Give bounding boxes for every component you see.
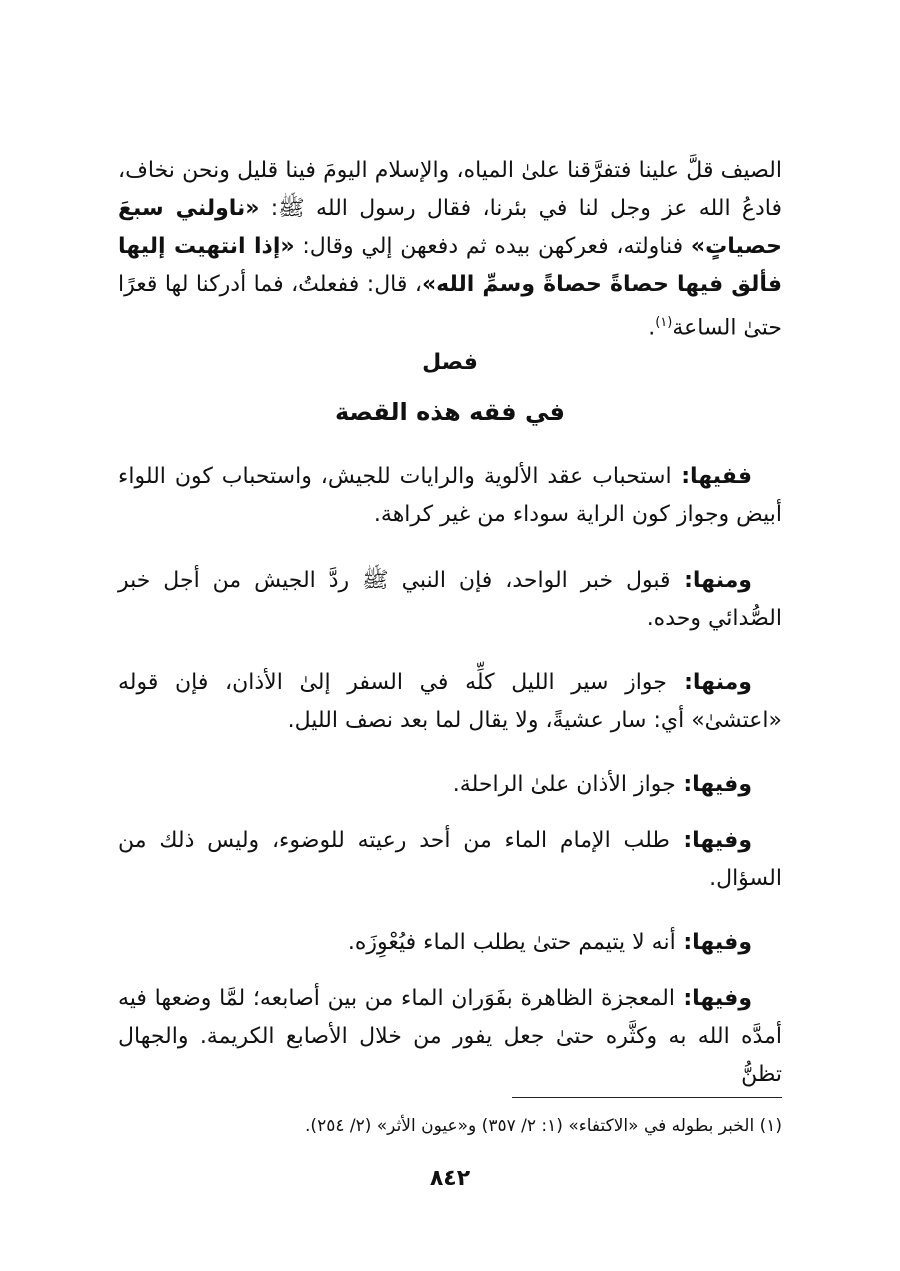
opening-paragraph [118,152,782,347]
paragraph-lead: وفيها: [675,772,752,797]
quote-1: «ناولني سبعَ حصياتٍ» [118,196,783,259]
paragraph-5 [118,822,782,898]
paragraph-text: المعجزة الظاهرة بفَوَران الماء من بين أصابعه؛ لمَّا وضعها فيه أمدَّه الله به وكثَّره حتىٰ جعل يفور من خلال الأصابع الكريمة. والجهال تظنُّ [118,986,782,1087]
paragraph-text: جواز سير الليل كلِّه في السفر إلىٰ الأذان، فإن قوله «اعتشىٰ» أي: سار عشيةً، ولا يقال لما بعد نصف الليل. [118,670,782,733]
paragraph-lead: وفيها: [675,930,752,955]
paragraph-lead: ومنها: [670,568,752,593]
paragraph-6 [118,924,782,962]
paragraph-4 [118,766,782,804]
opening-text-3: ، قال: ففعلتُ، فما أدركنا لها قعرًا حتىٰ الساعة [118,272,782,341]
footnote-divider [512,1097,782,1098]
quote-2: «إذا انتهيت إليها فألق فيها حصاةً حصاةً وسمِّ الله» [118,234,783,297]
opening-end: . [648,315,656,341]
page-number: ٨٤٢ [429,1166,471,1191]
footnote: (١) الخبر بطوله في «الاكتفاء» (١: ٢/ ٣٥٧) و«عيون الأثر» (٢/ ٢٥٤). [305,1116,782,1136]
paragraph-text: جواز الأذان علىٰ الراحلة. [452,772,676,797]
paragraph-text: استحباب عقد الألوية والرايات للجيش، واستحباب كون اللواء أبيض وجواز كون الراية سوداء من غير كراهة. [118,464,782,527]
paragraph-7 [118,980,782,1094]
opening-text-2: فناولته، فعركهن بيده ثم دفعهن إلي وقال: [294,234,691,259]
paragraph-lead: ومنها: [666,670,752,695]
section-subtitle: في فقه هذه القصة [335,398,565,426]
footnote-ref: (١) [655,315,673,330]
section-title: فصل [422,350,478,375]
paragraph-text: طلب الإمام الماء من أحد رعيته للوضوء، وليس ذلك من السؤال. [118,828,782,891]
paragraph-3 [118,664,782,740]
paragraph-lead: وفيها: [669,828,752,853]
opening-text-1: الصيف قلَّ علينا فتفرَّقنا علىٰ المياه، والإسلام اليومَ فينا قليل ونحن نخاف، فادعُ الله عز وجل لنا في بئرنا، فقال رسول الله ﷺ: [118,158,782,221]
paragraph-lead: وفيها: [675,986,752,1011]
paragraph-2 [118,562,782,638]
paragraph-lead: ففيها: [671,464,752,489]
paragraph-text: أنه لا يتيمم حتىٰ يطلب الماء فيُعْوِزَه. [347,930,676,955]
paragraph-text: قبول خبر الواحد، فإن النبي ﷺ ردَّ الجيش من أجل خبر الصُّدائي وحده. [118,568,782,631]
paragraph-1 [118,458,782,534]
